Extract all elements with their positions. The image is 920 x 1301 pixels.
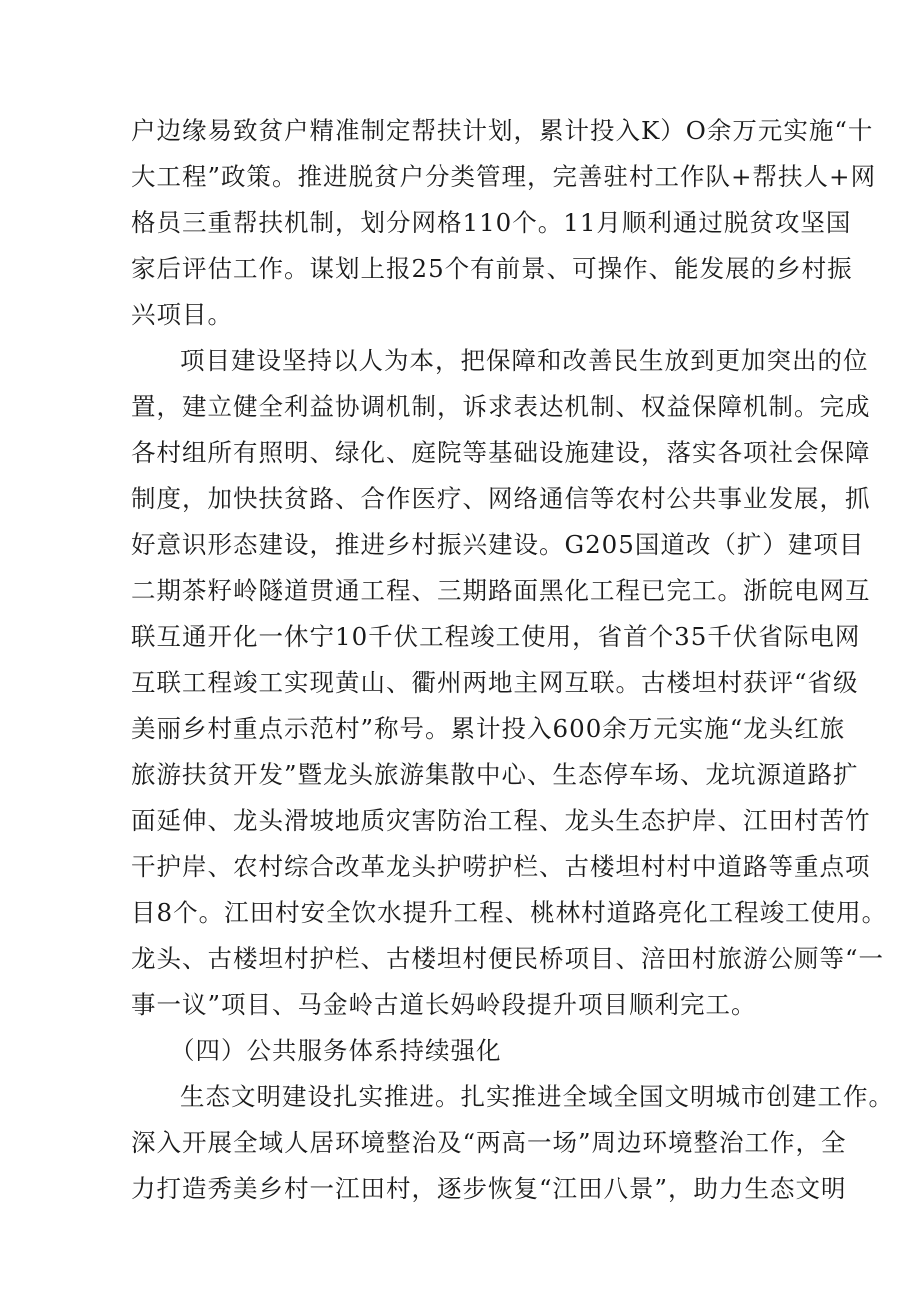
paragraph-2-line-6: 二期茶籽岭隧道贯通工程、三期路面黑化工程已完工。浙皖电网互: [131, 576, 871, 605]
paragraph-2-line-12: 干护岸、农村综合改革龙头护唠护栏、古楼坦村村中道路等重点项: [131, 852, 871, 881]
paragraph-2-line-2: 置，建立健全利益协调机制，诉求表达机制、权益保障机制。完成: [131, 392, 871, 421]
paragraph-1-line-2: 大工程”政策。推进脱贫户分类管理，完善驻村工作队+帮扶人+网: [131, 162, 877, 191]
paragraph-2-line-7: 联互通开化一休宁10千伏工程竣工使用，省首个35千伏省际电网: [131, 622, 861, 651]
section-heading: （四）公共服务体系持续强化: [170, 1036, 502, 1065]
paragraph-2-line-14: 龙头、古楼坦村护栏、古楼坦村便民桥项目、涪田村旅游公厕等“一: [131, 944, 885, 973]
paragraph-2-line-8: 互联工程竣工实现黄山、衢州两地主网互联。古楼坦村获评“省级: [131, 668, 859, 697]
paragraph-3-line-2: 深入开展全域人居环境整治及“两高一场”周边环境整治工作，全: [131, 1128, 847, 1157]
paragraph-2-line-13: 目8个。江田村安全饮水提升工程、桃林村道路亮化工程竣工使用。: [131, 898, 888, 927]
paragraph-2-line-15: 事一议”项目、马金岭古道长妈岭段提升项目顺利完工。: [131, 990, 757, 1019]
paragraph-2-line-4: 制度，加快扶贫路、合作医疗、网络通信等农村公共事业发展，抓: [131, 484, 871, 513]
paragraph-1-line-4: 家后评估工作。谋划上报25个有前景、可操作、能发展的乡村振: [131, 254, 853, 283]
paragraph-3-line-1: 生态文明建设扎实推进。扎实推进全域全国文明城市创建工作。: [180, 1082, 894, 1111]
paragraph-2-line-10: 旅游扶贫开发”暨龙头旅游集散中心、生态停车场、龙坑源道路扩: [131, 760, 859, 789]
paragraph-3-line-3: 力打造秀美乡村一江田村，逐步恢复“江田八景”，助力生态文明: [131, 1174, 847, 1203]
paragraph-2-line-11: 面延伸、龙头滑坡地质灾害防治工程、龙头生态护岸、江田村苦竹: [131, 806, 871, 835]
paragraph-1-line-1: 户边缘易致贫户精准制定帮扶计划，累计投入K）O余万元实施“十: [131, 116, 874, 145]
paragraph-2-line-9: 美丽乡村重点示范村”称号。累计投入600余万元实施“龙头红旅: [131, 714, 846, 743]
paragraph-2-line-3: 各村组所有照明、绿化、庭院等基础设施建设，落实各项社会保障: [131, 438, 871, 467]
paragraph-1-line-3: 格员三重帮扶机制，划分网格110个。11月顺利通过脱贫攻坚国: [131, 208, 852, 237]
paragraph-1-line-5: 兴项目。: [131, 300, 233, 329]
paragraph-2-line-1: 项目建设坚持以人为本，把保障和改善民生放到更加突出的位: [180, 346, 869, 375]
paragraph-2-line-5: 好意识形态建设，推进乡村振兴建设。G205国道改（扩）建项目: [131, 530, 865, 559]
